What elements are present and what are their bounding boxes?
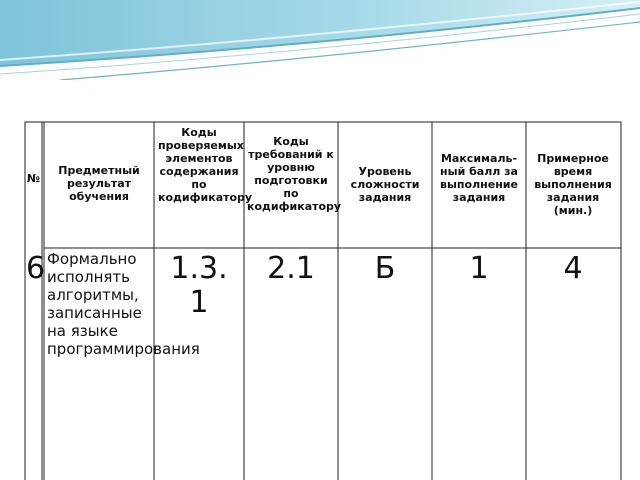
- header-content-codes: Коды проверяемых элементов содержания по кодификатору: [158, 126, 253, 204]
- row-requirement-code: 2.1: [267, 251, 315, 286]
- header-max-score: Максималь-ный балл за выполнение задания: [440, 152, 518, 204]
- header-difficulty-level: Уровень сложности задания: [350, 165, 420, 204]
- header-requirement-codes: Коды требований к уровню подготовки по кодификатору: [247, 135, 342, 213]
- header-approx-time: Примерное время выполнения задания (мин.): [534, 152, 612, 217]
- row-content-code: 1.3.1: [170, 251, 228, 320]
- row-subject-result: Формально исполнять алгоритмы, записанные на языке программирования: [47, 250, 200, 358]
- header-number: №: [26, 172, 41, 185]
- row-number: 6: [26, 251, 46, 286]
- row-approx-time: 4: [563, 251, 583, 286]
- row-difficulty-level: Б: [374, 251, 396, 286]
- header-subject-result: Предметный результат обучения: [58, 164, 140, 203]
- row-max-score: 1: [469, 251, 489, 286]
